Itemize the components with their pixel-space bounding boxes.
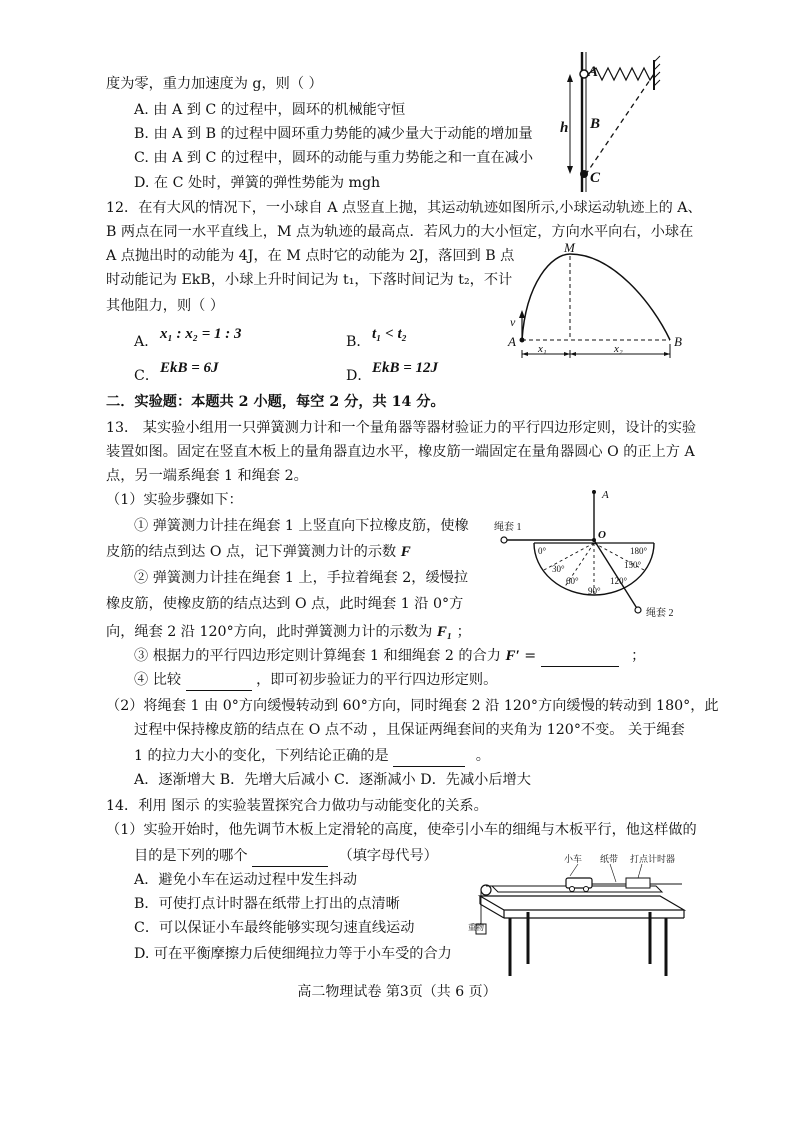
q12-fig-label-v: v bbox=[510, 315, 516, 329]
q13-step4-text-a: ④ 比较 bbox=[134, 672, 182, 688]
q13-fig-label-o: O bbox=[598, 529, 606, 541]
q13-step2-line3 bbox=[106, 622, 471, 642]
q13-step2-end: ； bbox=[456, 624, 471, 640]
q14-line1: 14．利用 图示 的实验装置探究合力做功与动能变化的关系。 bbox=[106, 798, 488, 814]
q13-step1-line2 bbox=[106, 542, 411, 562]
q13-symbol-f1: F₁ bbox=[436, 624, 453, 640]
q13-step-title: （1）实验步骤如下： bbox=[106, 492, 243, 508]
q13-part2-text: 1 的拉力大小的变化，下列结论正确的是 bbox=[134, 748, 389, 764]
q13-step2-line2: 橡皮筋，使橡皮筋的结点达到 O 点，此时绳套 1 沿 0°方 bbox=[106, 596, 464, 612]
q13-part2-line2: 过程中保持橡皮筋的结点在 O 点不动 ，且保证两绳套间的夹角为 120°不变。 关于绳套 bbox=[134, 722, 685, 738]
q13-line3: 点，另一端系绳套 1 和绳套 2。 bbox=[106, 468, 308, 484]
q14-part1-text: 目的是下列的哪个 bbox=[134, 848, 248, 864]
q12-fig-label-m: M bbox=[564, 240, 575, 255]
q12-line1: 12．在有大风的情况下，一小球自 A 点竖直上抛，其运动轨迹如图所示,小球运动轨迹上的 A、 bbox=[106, 200, 702, 216]
q14-option-c: C．可以保证小车最终能够实现匀速直线运动 bbox=[134, 920, 415, 936]
q12-fig-label-x1: x₁ bbox=[538, 343, 547, 355]
q13-blank-resultant[interactable] bbox=[541, 646, 619, 667]
q13-fig-rope1: 绳套 1 bbox=[494, 522, 522, 533]
q13-options: A．逐渐增大 B．先增大后减小 C．逐渐减小 D．先减小后增大 bbox=[134, 772, 531, 788]
q14-option-d: D. 可在平衡摩擦力后使细绳拉力等于小车受的合力 bbox=[134, 946, 452, 962]
q11-option-a: A. 由 A 到 C 的过程中，圆环的机械能守恒 bbox=[134, 102, 406, 118]
q12-fig-label-b: B bbox=[674, 334, 682, 349]
q12-fig-label-a: A bbox=[508, 334, 516, 349]
q13-step3-text: ③ 根据力的平行四边形定则计算绳套 1 和细绳套 2 的合力 bbox=[134, 648, 501, 664]
q13-step4-text-b: ，即可初步验证力的平行四边形定则。 bbox=[256, 672, 498, 688]
q12-option-c-formula: EkB = 6J bbox=[160, 360, 219, 376]
q13-step2-line1: ② 弹簧测力计挂在绳套 1 上，手拉着绳套 2，缓慢拉 bbox=[134, 570, 469, 586]
q13-fig-label-a: A bbox=[602, 489, 609, 501]
q12-trajectory-figure bbox=[502, 242, 692, 360]
q13-step1-text: 皮筋的结点到达 O 点，记下弹簧测力计的示数 bbox=[106, 544, 397, 560]
q14-apparatus-figure bbox=[470, 852, 690, 982]
q12-line5: 其他阻力，则（ ） bbox=[106, 298, 225, 314]
q12-line4: 时动能记为 EkB，小球上升时间记为 t₁，下落时间记为 t₂，不计 bbox=[106, 272, 513, 288]
q11-option-d: D. 在 C 处时，弹簧的弹性势能为 mgh bbox=[134, 175, 381, 191]
q13-step1-line1: ① 弹簧测力计挂在绳套 1 上竖直向下拉橡皮筋，使橡 bbox=[134, 518, 469, 534]
q11-stem-tail: 度为零，重力加速度为 g，则（ ） bbox=[106, 76, 323, 92]
q14-option-b: B．可使打点计时器在纸带上打出的点清晰 bbox=[134, 896, 400, 912]
q11-figure bbox=[558, 46, 678, 196]
q12-line3: A 点抛出时的动能为 4J，在 M 点时它的动能为 2J，落回到 B 点 bbox=[106, 248, 515, 264]
page-footer: 高二物理试卷 第3页（共 6 页） bbox=[297, 984, 497, 1000]
q12-option-a-label: A． bbox=[134, 334, 159, 350]
q13-blank-compare[interactable] bbox=[186, 670, 252, 691]
q12-option-d-label: D． bbox=[346, 368, 372, 384]
q14-fig-timer: 打点计时器 bbox=[630, 854, 676, 864]
q13-step3-end: ； bbox=[631, 648, 646, 664]
q11-fig-label-b: B bbox=[590, 116, 601, 132]
q13-protractor-figure bbox=[490, 484, 690, 624]
q12-option-d-formula: EkB = 12J bbox=[372, 360, 439, 376]
q14-part1-line1: （1）实验开始时，他先调节木板上定滑轮的高度，使牵引小车的细绳与木板平行，他这样做的 bbox=[106, 822, 697, 838]
q13-line2: 装置如图。固定在竖直木板上的量角器直边水平，橡皮筋一端固定在量角器圆心 O 的正上方 A bbox=[106, 444, 695, 460]
q13-blank-conclusion[interactable] bbox=[393, 746, 465, 767]
q13-fig-deg180: 180° bbox=[630, 546, 648, 556]
q12-line2: B 两点在同一水平直线上，M 点为轨迹的最高点．若风力的大小恒定，方向水平向右，小球在 bbox=[106, 224, 694, 240]
q14-option-a: A．避免小车在运动过程中发生抖动 bbox=[134, 872, 358, 888]
q13-part2-line1: （2）将绳套 1 由 0°方向缓慢转动到 60°方向，同时绳套 2 沿 120°方向缓慢的转动到 180°，此 bbox=[106, 698, 719, 714]
q13-step3-eq: = bbox=[524, 648, 537, 664]
q13-fig-deg30: 30° bbox=[552, 564, 565, 574]
q12-option-b-label: B． bbox=[346, 334, 371, 350]
q14-part1-end: （填字母代号） bbox=[338, 848, 438, 864]
q14-blank-purpose[interactable] bbox=[252, 846, 328, 867]
q13-part2-end: 。 bbox=[475, 748, 490, 764]
q14-fig-tape: 纸带 bbox=[600, 854, 619, 864]
q14-fig-cart: 小车 bbox=[564, 854, 583, 864]
q12-fig-label-x2: x₂ bbox=[614, 343, 623, 355]
q13-part2-line3 bbox=[134, 746, 490, 767]
q13-step3-line bbox=[134, 646, 645, 667]
q13-line1: 13． 某实验小组用一只弹簧测力计和一个量角器等器材验证力的平行四边形定则，设计的实验 bbox=[106, 420, 697, 436]
q13-fig-deg150: 150° bbox=[624, 560, 642, 570]
q12-option-b-formula: t₁ < t₂ bbox=[372, 326, 407, 342]
q11-option-c: C. 由 A 到 C 的过程中，圆环的动能与重力势能之和一直在减小 bbox=[134, 150, 534, 166]
q12-option-c-label: C． bbox=[134, 368, 160, 384]
q13-fig-deg90: 90° bbox=[588, 586, 601, 596]
q11-fig-label-a: A bbox=[588, 64, 599, 80]
q13-fig-deg0: 0° bbox=[538, 546, 547, 556]
q13-fig-rope2: 绳套 2 bbox=[646, 608, 674, 619]
q14-part1-line2 bbox=[134, 846, 438, 867]
q13-fig-deg120: 120° bbox=[610, 576, 628, 586]
q13-fig-deg60: 60° bbox=[566, 576, 579, 586]
q14-fig-weight: 重物 bbox=[468, 923, 484, 932]
q12-option-a-formula: x₁ : x₂ = 1 : 3 bbox=[160, 326, 242, 342]
q11-fig-label-c: C bbox=[590, 170, 601, 186]
q13-step4-line bbox=[134, 670, 497, 691]
q13-symbol-f: F bbox=[400, 544, 411, 560]
q11-option-b: B. 由 A 到 B 的过程中圆环重力势能的减少量大于动能的增加量 bbox=[134, 126, 533, 142]
q13-symbol-f-prime: F′ bbox=[505, 648, 520, 664]
q13-step2-text: 向，绳套 2 沿 120°方向，此时弹簧测力计的示数为 bbox=[106, 624, 433, 640]
q11-fig-label-h: h bbox=[560, 120, 569, 136]
section-2-heading: 二．实验题：本题共 2 小题，每空 2 分，共 14 分。 bbox=[106, 394, 445, 410]
